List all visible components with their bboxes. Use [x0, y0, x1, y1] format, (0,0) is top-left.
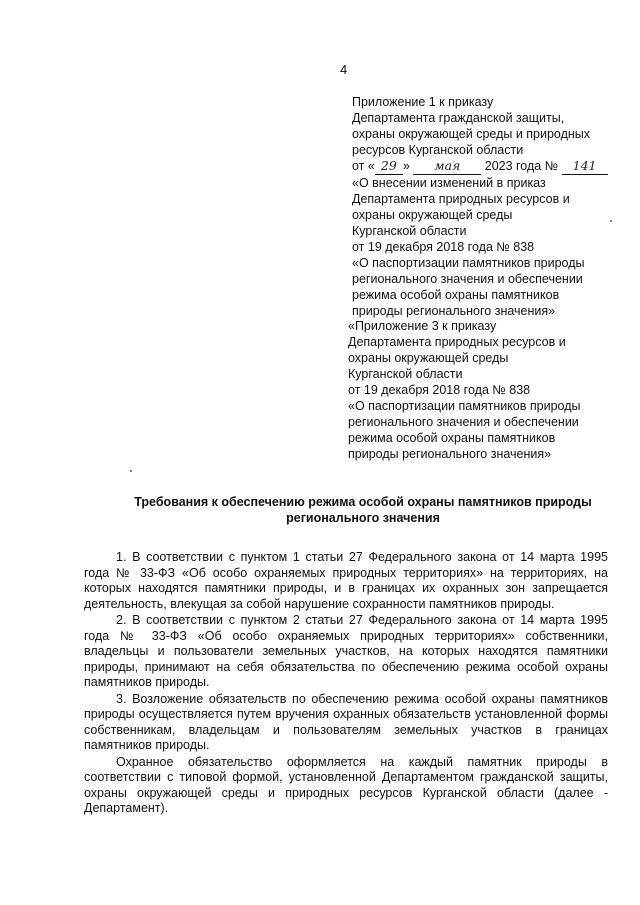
amend-line: от 19 декабря 2018 года № 838	[352, 240, 535, 254]
appendix3-line: Департамента природных ресурсов и	[348, 335, 566, 349]
document-body	[84, 550, 608, 818]
page-number: 4	[340, 62, 348, 77]
amend-line: регионального значения и обеспечении	[352, 272, 583, 286]
appendix3-line: Курганской области	[348, 367, 463, 381]
scan-speck	[130, 470, 132, 472]
appendix-line: Департамента гражданской защиты,	[352, 111, 565, 125]
appendix-line: ресурсов Курганской области	[352, 143, 524, 157]
amend-line: «О паспортизации памятников природы	[352, 256, 585, 270]
appendix3-line: регионального значения и обеспечении	[348, 415, 579, 429]
document-title: Требования к обеспечению режима особой охраны памятников природы регионального значения	[134, 495, 592, 525]
amend-line: природы регионального значения»	[352, 304, 556, 318]
appendix3-line: «Приложение 3 к приказу	[348, 319, 497, 333]
paragraph: 2. В соответствии с пунктом 2 статьи 27 Федерального закона от 14 марта 1995 года № 33-ФЗ «Об особо охраняемых природных территориях» собственники, владельцы и пользователи земельных участков, на которых находятся памятники природы, принимают на себя обязательства по обеспечению режима особой охраны памятников природы.	[84, 613, 608, 689]
amend-line: охраны окружающей среды	[352, 208, 513, 222]
scan-speck	[610, 220, 612, 222]
appendix3-line: природы регионального значения»	[348, 447, 552, 461]
appendix3-line: от 19 декабря 2018 года № 838	[348, 383, 531, 397]
handwritten-month: мая	[413, 158, 481, 175]
amend-line: режима особой охраны памятников	[352, 288, 560, 302]
handwritten-order-number: 141	[562, 158, 608, 175]
amend-line: Департамента природных ресурсов и	[352, 192, 570, 206]
amend-line: «О внесении изменений в приказ	[352, 176, 546, 190]
appendix3-header	[348, 318, 633, 462]
amend-line: Курганской области	[352, 224, 467, 238]
appendix-header	[352, 94, 632, 319]
appendix-date-line: от « 29 » мая 2023 года № 141	[352, 158, 632, 175]
paragraph: 1. В соответствии с пунктом 1 статьи 27 Федерального закона от 14 марта 1995 года № 33-ФЗ «Об особо охраняемых природных территориях» на территориях, на которых находятся памятники природы, и в границах их охранных зон запрещается деятельность, влекущая за собой нарушение сохранности памятников природы.	[84, 550, 608, 611]
appendix3-line: охраны окружающей среды	[348, 351, 509, 365]
appendix-line: Приложение 1 к приказу	[352, 95, 494, 109]
appendix3-line: режима особой охраны памятников	[348, 431, 556, 445]
handwritten-day: 29	[375, 158, 403, 175]
appendix-line: охраны окружающей среды и природных	[352, 127, 591, 141]
paragraph: 3. Возложение обязательств по обеспечению режима особой охраны памятников природы осуществляется путем вручения охранных обязательств установленной формы собственникам, владельцам и пользователям земельных участков в границах памятников природы.	[84, 691, 608, 752]
paragraph: Охранное обязательство оформляется на каждый памятник природы в соответствии с типовой формой, установленной Департаментом гражданской защиты, охраны окружающей среды и природных ресурсов Курганской области (далее - Департамент).	[84, 754, 608, 815]
appendix3-line: «О паспортизации памятников природы	[348, 399, 581, 413]
